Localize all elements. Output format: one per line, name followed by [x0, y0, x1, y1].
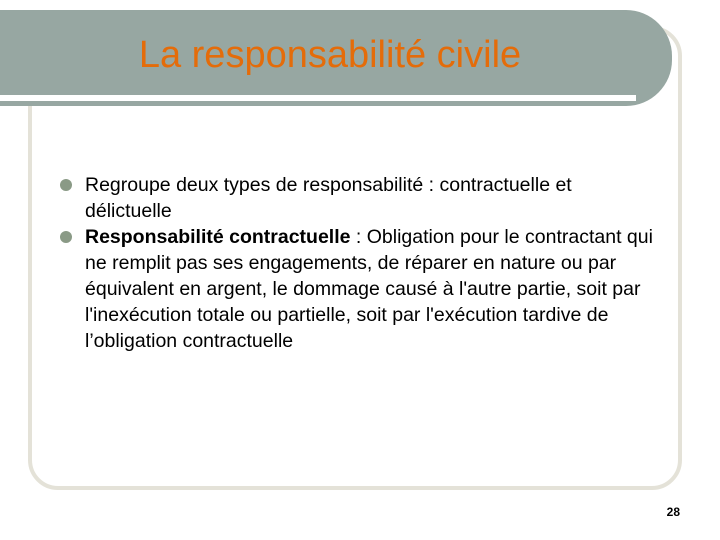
bullet-dot-icon	[60, 179, 72, 191]
bullet-item	[60, 224, 660, 354]
bullet-lead: Responsabilité contractuelle	[85, 226, 351, 248]
bullet-dot-icon	[60, 231, 72, 243]
bullet-item	[60, 172, 660, 224]
title-underline	[0, 95, 636, 101]
slide-content	[60, 172, 660, 354]
page-number: 28	[666, 505, 680, 519]
slide-title: La responsabilité civile	[138, 34, 522, 76]
bullet-text: Regroupe deux types de responsabilité : contractuelle et délictuelle	[85, 174, 572, 222]
bullet-text: : Obligation pour le contractant qui ne remplit pas ses engagements, de réparer en nature ou par équivalent en argent, le dommage causé à l'autre partie, soit par l'inexécution totale ou partielle, soit par l'exécution tardive de l’obligation contractuelle	[85, 226, 653, 352]
